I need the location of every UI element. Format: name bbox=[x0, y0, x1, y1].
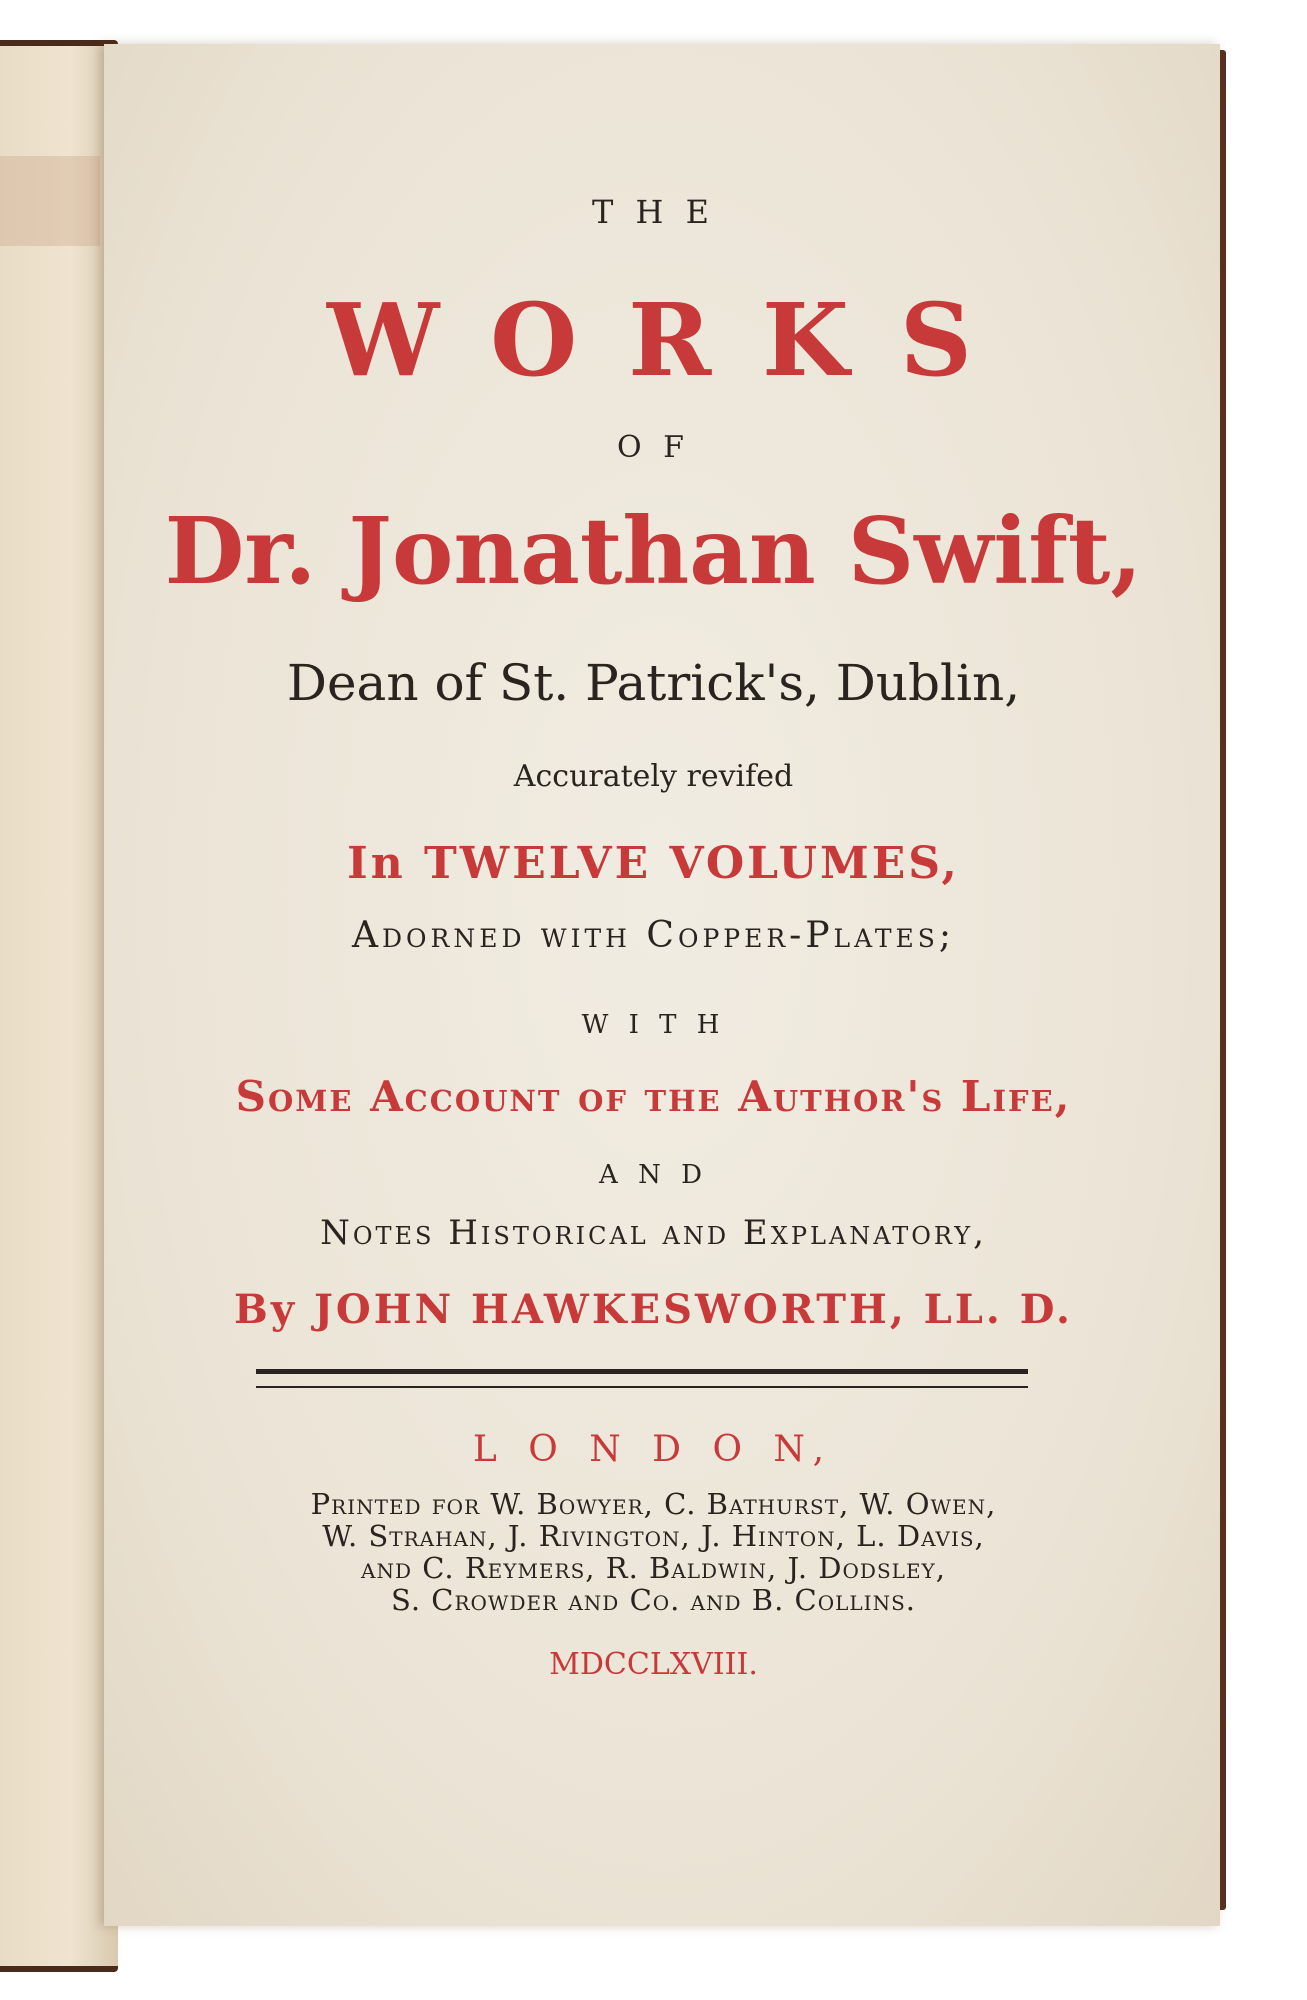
printers-line-3: and C. Reymers, R. Baldwin, J. Dodsley, bbox=[361, 1551, 946, 1585]
and-line: A N D bbox=[599, 1160, 708, 1190]
author-name: Dr. Jonathan Swift, bbox=[164, 497, 1143, 605]
revised-note: Accurately revifed bbox=[513, 759, 794, 794]
city-line: L O N D O N, bbox=[472, 1429, 835, 1470]
author-title: Dean of St. Patrick's, Dublin, bbox=[286, 654, 1021, 712]
volumes-line: In TWELVE VOLUMES, bbox=[347, 838, 960, 889]
editor-line: By JOHN HAWKESWORTH, LL. D. bbox=[234, 1286, 1073, 1333]
with-line: W I T H bbox=[581, 1010, 726, 1040]
printers-line-1: Printed for W. Bowyer, C. Bathurst, W. Owen, bbox=[310, 1487, 997, 1521]
printers-line-4: S. Crowder and Co. and B. Collins. bbox=[390, 1583, 916, 1617]
double-rule-thin bbox=[256, 1386, 1028, 1388]
heading-works: W O R K S bbox=[327, 281, 980, 399]
double-rule-thick bbox=[256, 1369, 1028, 1374]
heading-the: T H E bbox=[592, 193, 715, 231]
account-line: Some Account of the Author's Life, bbox=[235, 1072, 1072, 1121]
printers-line-2: W. Strahan, J. Rivington, J. Hinton, L. Davis, bbox=[322, 1519, 985, 1553]
heading-of: O F bbox=[617, 430, 690, 465]
publication-year: MDCCLXVIII. bbox=[549, 1647, 758, 1682]
notes-line: Notes Historical and Explanatory, bbox=[320, 1213, 987, 1253]
adorned-line: Adorned with Copper-Plates; bbox=[351, 915, 956, 956]
